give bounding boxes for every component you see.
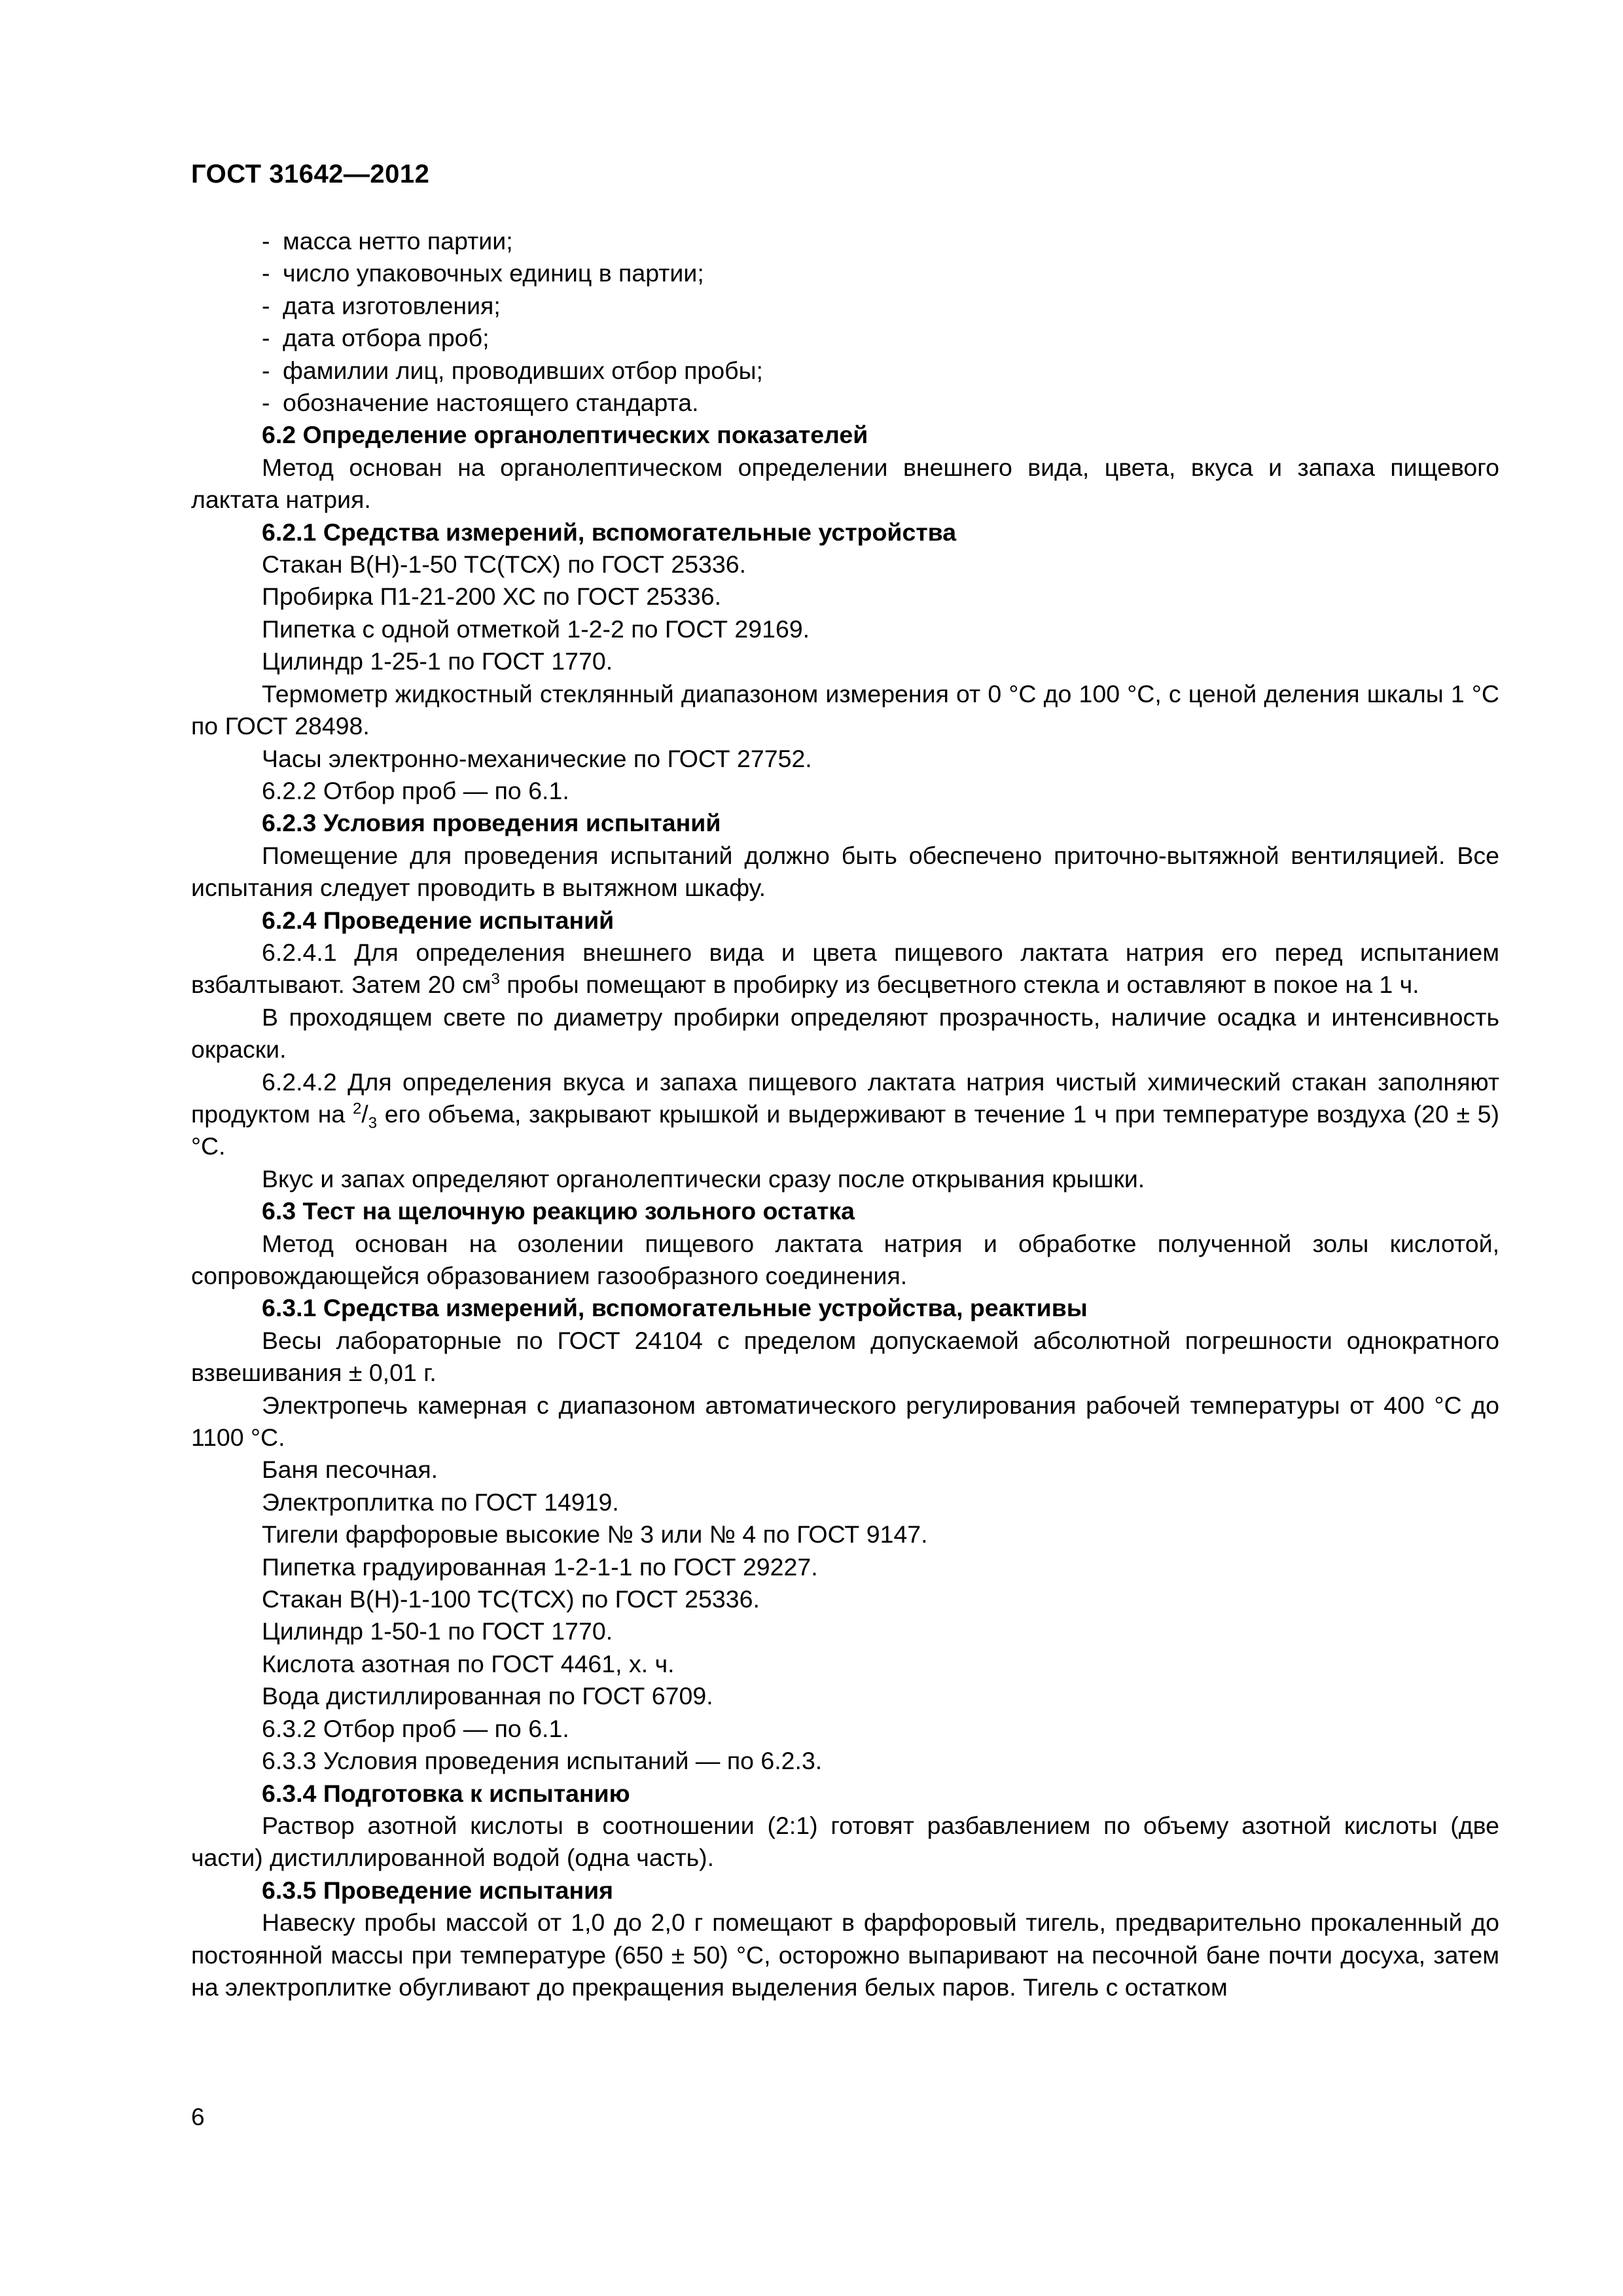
subsection-heading: 6.3.1 Средства измерений, вспомогательные устройства, реактивы xyxy=(262,1294,1088,1322)
list-item: - обозначение настоящего стандарта. xyxy=(191,387,1499,419)
paragraph: Пипетка с одной отметкой 1-2-2 по ГОСТ 29169. xyxy=(262,615,810,643)
paragraph: Кислота азотная по ГОСТ 4461, х. ч. xyxy=(262,1649,675,1677)
paragraph: 6.2.4.2 Для определения вкуса и запаха пищевого лактата натрия чистый химический стакан заполняют продуктом на $^2/_3$ его объема, закрывают крышкой и выдерживают в течение 1 ч при температуре воздуха (20 ± 5) °С. xyxy=(191,1067,1499,1160)
list-dash: - xyxy=(262,324,270,352)
section-heading: 6.3 Тест на щелочную реакцию зольного остатка xyxy=(262,1197,855,1225)
paragraph: Метод основан на озолении пищевого лактата натрия и обработке полученной золы кислотой, сопровождающейся образованием газообразного соединения. xyxy=(191,1229,1499,1289)
paragraph: Электроплитка по ГОСТ 14919. xyxy=(262,1488,619,1516)
list-dash: - xyxy=(262,389,270,417)
subsection-heading: 6.3.5 Проведение испытания xyxy=(262,1876,614,1904)
paragraph: 6.2.2 Отбор проб — по 6.1. xyxy=(262,776,569,804)
paragraph: Часы электронно-механические по ГОСТ 27752. xyxy=(262,744,812,772)
document-body xyxy=(191,225,1499,2003)
section-heading: 6.2 Определение органолептических показателей xyxy=(262,421,868,449)
subsection-heading: 6.2.4 Проведение испытаний xyxy=(262,906,615,934)
standard-code-header: ГОСТ 31642—2012 xyxy=(191,160,430,188)
list-dash: - xyxy=(262,356,270,384)
paragraph: 6.3.2 Отбор проб — по 6.1. xyxy=(262,1714,569,1742)
list-item: - масса нетто партии; xyxy=(191,225,1499,257)
paragraph: Навеску пробы массой от 1,0 до 2,0 г помещают в фарфоровый тигель, предварительно прокаленный до постоянной массы при температуре (650 ± 50) °С, осторожно выпаривают на песочной бане почти досуха, затем на электроплитке обугливают до прекращения выделения белых паров. Тигель с остатком xyxy=(191,1909,1499,2001)
list-dash: - xyxy=(262,259,270,287)
paragraph: Раствор азотной кислоты в соотношении (2:1) готовят разбавлением по объему азотной кислоты (две части) дистиллированной водой (одна часть). xyxy=(191,1811,1499,1872)
paragraph: Вода дистиллированная по ГОСТ 6709. xyxy=(262,1682,713,1710)
list-item: - фамилии лиц, проводивших отбор пробы; xyxy=(191,355,1499,387)
paragraph: Весы лабораторные по ГОСТ 24104 с пределом допускаемой абсолютной погрешности однократного взвешивания ± 0,01 г. xyxy=(191,1326,1499,1387)
paragraph: Термометр жидкостный стеклянный диапазоном измерения от 0 °С до 100 °С, с ценой деления шкалы 1 °С по ГОСТ 28498. xyxy=(191,679,1499,740)
paragraph: Метод основан на органолептическом определении внешнего вида, цвета, вкуса и запаха пищевого лактата натрия. xyxy=(191,453,1499,514)
paragraph: 6.3.3 Условия проведения испытаний — по 6.2.3. xyxy=(262,1747,823,1775)
paragraph: Вкус и запах определяют органолептически сразу после открывания крышки. xyxy=(262,1164,1145,1193)
paragraph: Пробирка П1-21-200 ХС по ГОСТ 25336. xyxy=(262,583,722,611)
paragraph: Стакан В(Н)-1-100 ТС(ТСХ) по ГОСТ 25336. xyxy=(262,1585,760,1613)
list-item: - число упаковочных единиц в партии; xyxy=(191,257,1499,289)
paragraph: 6.2.4.1 Для определения внешнего вида и цвета пищевого лактата натрия его перед испытанием взбалтывают. Затем 20 $см^3$ пробы помещают в пробирку из бесцветного стекла и оставляют в покое на 1 ч. xyxy=(191,938,1499,999)
list-dash: - xyxy=(262,227,270,255)
paragraph: Баня песочная. xyxy=(262,1456,438,1484)
list-item: - дата изготовления; xyxy=(191,290,1499,322)
paragraph: Цилиндр 1-25-1 по ГОСТ 1770. xyxy=(262,647,613,675)
paragraph: Электропечь камерная с диапазоном автоматического регулирования рабочей температуры от 400 °С до 1100 °С. xyxy=(191,1391,1499,1452)
paragraph: Пипетка градуированная 1-2-1-1 по ГОСТ 29227. xyxy=(262,1552,818,1581)
paragraph: Тигели фарфоровые высокие № 3 или № 4 по ГОСТ 9147. xyxy=(262,1520,928,1549)
subsection-heading: 6.2.3 Условия проведения испытаний xyxy=(262,809,721,837)
page-number: 6 xyxy=(191,2104,205,2130)
paragraph: Цилиндр 1-50-1 по ГОСТ 1770. xyxy=(262,1617,613,1645)
paragraph: В проходящем свете по диаметру пробирки определяют прозрачность, наличие осадка и интенсивность окраски. xyxy=(191,1003,1499,1064)
subsection-heading: 6.3.4 Подготовка к испытанию xyxy=(262,1779,630,1807)
subsection-heading: 6.2.1 Средства измерений, вспомогательные устройства xyxy=(262,518,957,546)
list-dash: - xyxy=(262,291,270,319)
list-item: - дата отбора проб; xyxy=(191,322,1499,354)
paragraph: Помещение для проведения испытаний должно быть обеспечено приточно-вытяжной вентиляцией. Все испытания следует проводить в вытяжном шкафу. xyxy=(191,841,1499,902)
paragraph: Стакан В(Н)-1-50 ТС(ТСХ) по ГОСТ 25336. xyxy=(262,550,747,579)
